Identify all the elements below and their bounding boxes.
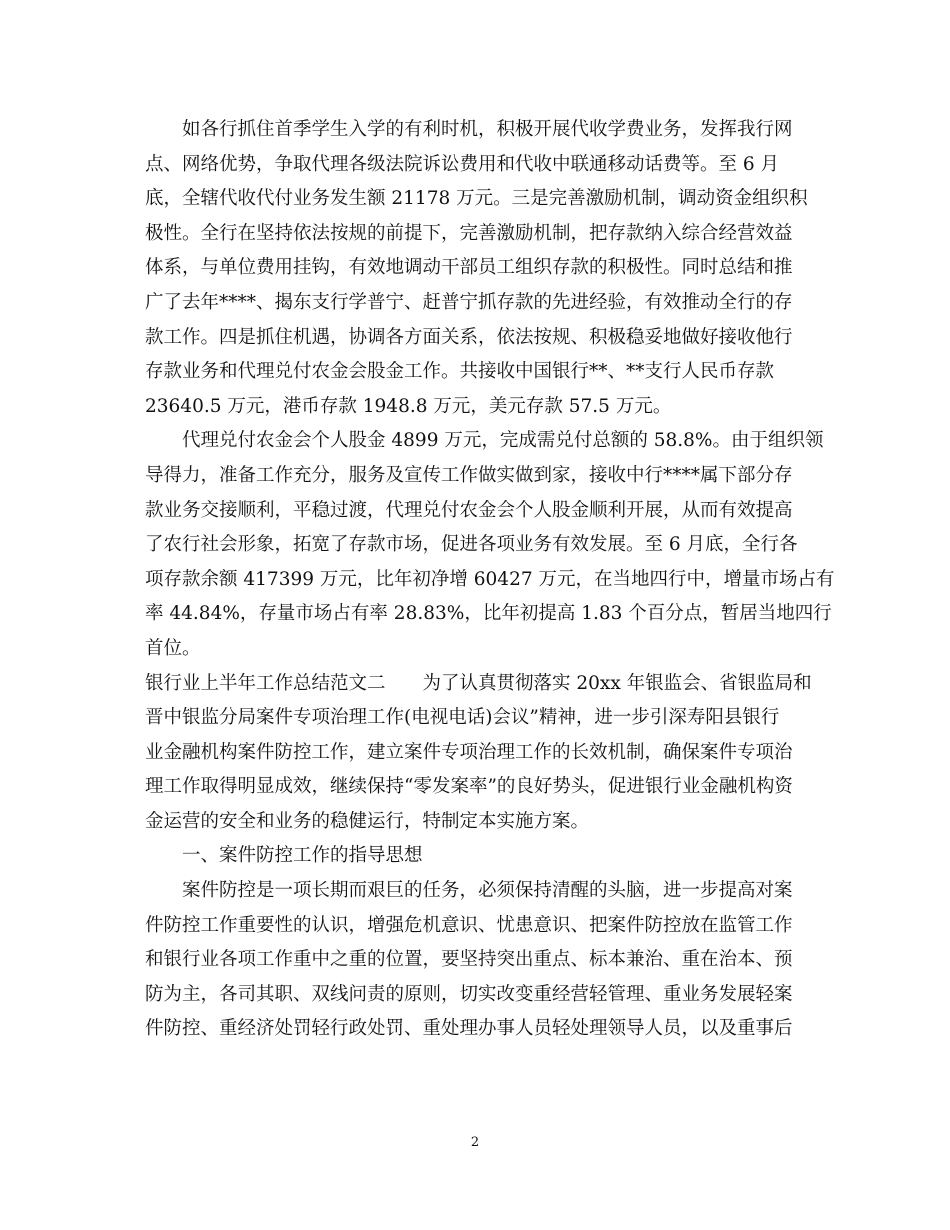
section-heading-line: 银行业上半年工作总结范文二 为了认真贯彻落实 20xx 年银监会、省银监局和	[145, 672, 812, 694]
text-line: 广了去年****、揭东支行学普宁、赶普宁抓存款的先进经验，有效推动全行的存	[145, 291, 793, 313]
text-line: 首位。	[145, 637, 201, 659]
text-line: 极性。全行在坚持依法按规的前提下，完善激励机制，把存款纳入综合经营效益	[145, 222, 793, 244]
text-line: 体系，与单位费用挂钩，有效地调动干部员工组织存款的积极性。同时总结和推	[145, 257, 793, 279]
text-line: 理工作取得明显成效，继续保持“零发案率”的良好势头，促进银行业金融机构资	[145, 776, 793, 798]
page-number: 2	[470, 1135, 480, 1150]
text-line: 率 44.84%，存量市场占有率 28.83%，比年初提高 1.83 个百分点，暂居当地四行	[145, 603, 832, 625]
text-line: 如各行抓住首季学生入学的有利时机，积极开展代收学费业务，发挥我行网	[182, 119, 793, 140]
text-line: 项存款余额 417399 万元，比年初净增 60427 万元，在当地四行中，增量市场占有	[145, 568, 835, 590]
text-line: 款业务交接顺利，平稳过渡，代理兑付农金会个人股金顺利开展，从而有效提高	[145, 499, 793, 521]
subheading-line: 一、案件防控工作的指导思想	[182, 845, 423, 867]
text-line: 晋中银监分局案件专项治理工作(电视电话)会议”精神，进一步引深寿阳县银行	[145, 707, 780, 729]
text-line: 导得力，准备工作充分，服务及宣传工作做实做到家，接收中行****属下部分存	[145, 464, 793, 486]
text-line: 件防控工作重要性的认识，增强危机意识、忧患意识、把案件防控放在监管工作	[145, 914, 793, 936]
text-line: 和银行业各项工作重中之重的位置，要坚持突出重点、标本兼治、重在治本、预	[145, 949, 793, 971]
body-text	[145, 113, 835, 1047]
text-line: 23640.5 万元，港币存款 1948.8 万元，美元存款 57.5 万元。	[145, 395, 672, 417]
text-line: 款工作。四是抓住机遇，协调各方面关系，依法按规、积极稳妥地做好接收他行	[145, 326, 793, 348]
text-line: 件防控、重经济处罚轻行政处罚、重处理办事人员轻处理领导人员，以及重事后	[145, 1018, 793, 1040]
text-line: 点、网络优势，争取代理各级法院诉讼费用和代收中联通移动话费等。至 6 月	[145, 153, 780, 175]
text-line: 存款业务和代理兑付农金会股金工作。共接收中国银行**、**支行人民币存款	[145, 361, 775, 383]
text-line: 案件防控是一项长期而艰巨的任务，必须保持清醒的头脑，进一步提高对案	[182, 880, 793, 902]
text-line: 代理兑付农金会个人股金 4899 万元，完成需兑付总额的 58.8%。由于组织领	[182, 430, 824, 452]
text-line: 金运营的安全和业务的稳健运行，特制定本实施方案。	[145, 810, 590, 832]
text-line: 了农行社会形象，拓宽了存款市场，促进各项业务有效发展。至 6 月底，全行各	[145, 534, 798, 556]
text-line: 防为主，各司其职、双线问责的原则，切实改变重经营轻管理、重业务发展轻案	[145, 983, 793, 1005]
text-line: 底，全辖代收代付业务发生额 21178 万元。三是完善激励机制，调动资金组织积	[145, 188, 808, 210]
text-line: 业金融机构案件防控工作，建立案件专项治理工作的长效机制，确保案件专项治	[145, 741, 793, 763]
